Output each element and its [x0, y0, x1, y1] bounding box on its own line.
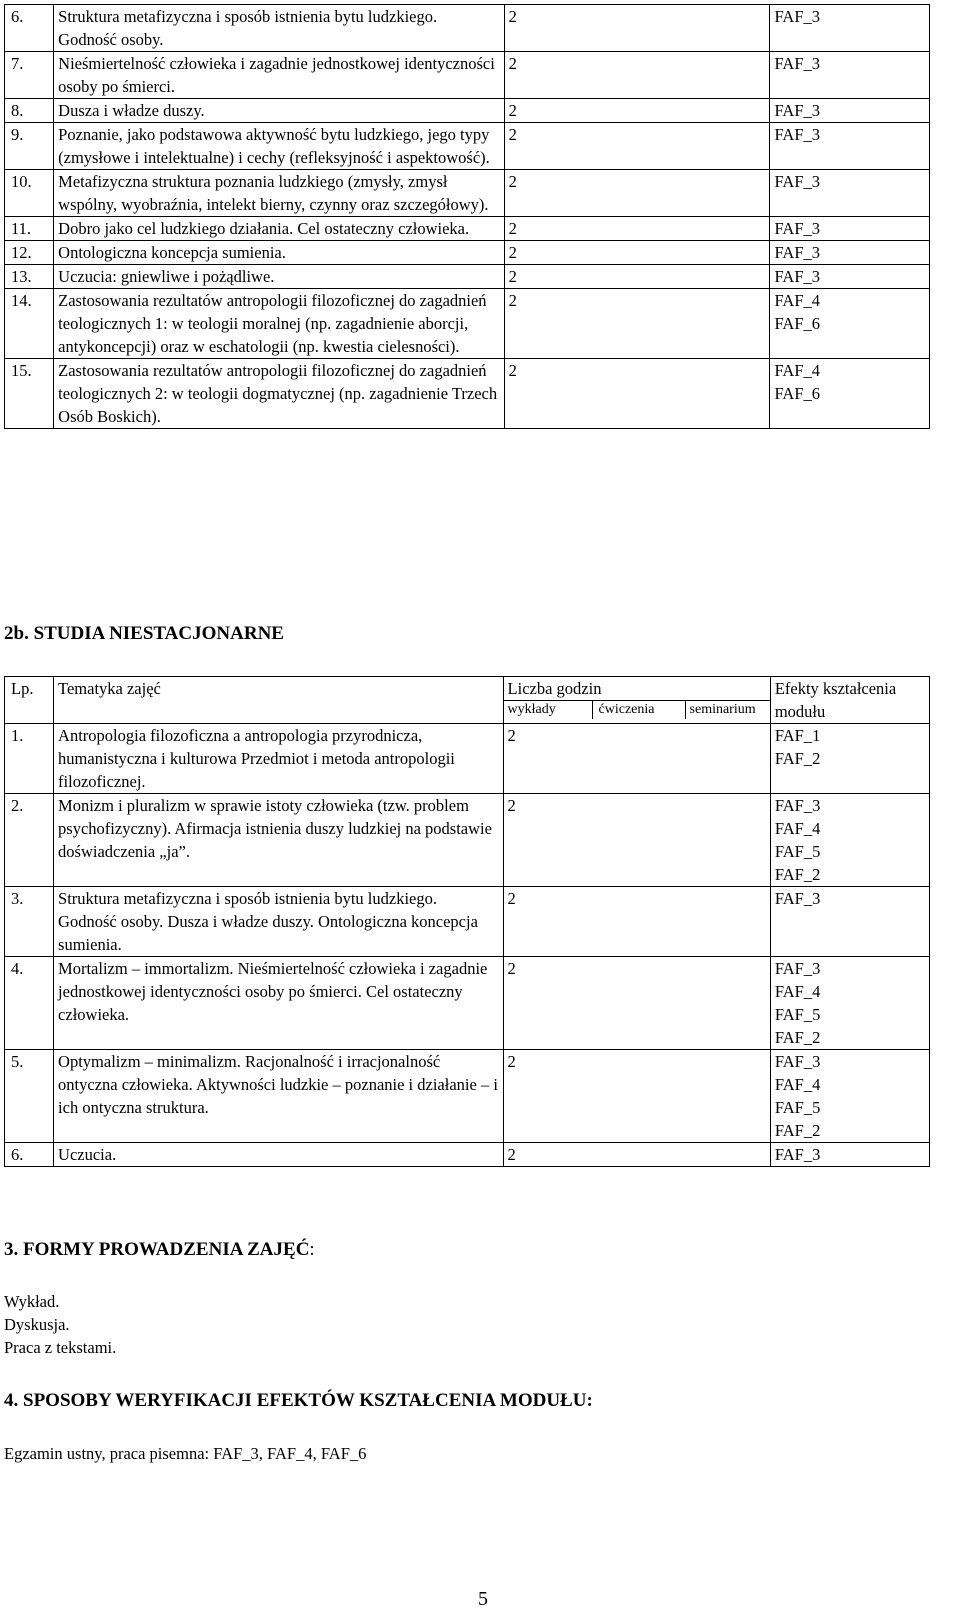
table-row: [5, 359, 930, 429]
row-topic: Zastosowania rezultatów antropologii filozoficznej do zagadnień teologicznych 1: w teologii moralnej (np. zagadnienie aborcji, antykoncepcji) oraz w eschatologii (np. kwestia cielesności).: [54, 289, 504, 359]
row-number: 5.: [5, 1050, 54, 1143]
header-topic: Tematyka zajęć: [54, 677, 503, 724]
effect-code: FAF_3: [774, 796, 821, 815]
row-hours: 2: [504, 123, 770, 170]
header-seminar: seminarium: [689, 702, 756, 717]
row-effects: [770, 5, 930, 52]
row-effects: [770, 1143, 929, 1167]
section-3-title-text: 3. FORMY PROWADZENIA ZAJĘĆ: [4, 1239, 310, 1260]
row-topic: Dobro jako cel ludzkiego działania. Cel ostateczny człowieka.: [54, 217, 504, 241]
row-topic: Metafizyczna struktura poznania ludzkiego (zmysły, zmysł wspólny, wyobraźnia, intelekt bierny, czynny oraz szczegółowy).: [54, 170, 504, 217]
effect-code: FAF_3: [774, 243, 821, 262]
effect-code: FAF_1: [774, 726, 821, 745]
effect-code: FAF_3: [774, 54, 821, 73]
row-topic: Struktura metafizyczna i sposób istnienia bytu ludzkiego. Godność osoby. Dusza i władze duszy. Ontologiczna koncepcja sumienia.: [54, 887, 503, 957]
row-number: 1.: [5, 724, 54, 794]
header-hours-label: Liczba godzin: [504, 677, 770, 701]
row-hours: 2: [503, 724, 770, 794]
section-2b-title: 2b. STUDIA NIESTACJONARNE: [4, 623, 284, 644]
row-hours: 2: [504, 5, 770, 52]
row-number: 14.: [5, 289, 54, 359]
page-number: 5: [478, 1588, 488, 1610]
row-effects: [770, 217, 930, 241]
row-hours: 2: [503, 794, 770, 887]
section-4-title: 4. SPOSOBY WERYFIKACJI EFEKTÓW KSZTAŁCENIA MODUŁU:: [4, 1390, 593, 1411]
row-hours: 2: [504, 170, 770, 217]
row-topic: Zastosowania rezultatów antropologii filozoficznej do zagadnień teologicznych 2: w teologii dogmatycznej (np. zagadnienie Trzech Osób Boskich).: [54, 359, 504, 429]
effect-code: FAF_4: [774, 291, 821, 310]
row-effects: [770, 1050, 929, 1143]
row-effects: [770, 887, 929, 957]
table-row: [5, 794, 930, 887]
effect-code: FAF_6: [774, 384, 821, 403]
row-number: 7.: [5, 52, 54, 99]
section-3-colon: :: [309, 1239, 315, 1260]
row-number: 6.: [5, 1143, 54, 1167]
row-topic: Monizm i pluralizm w sprawie istoty człowieka (tzw. problem psychofizyczny). Afirmacja istnienia duszy ludzkiej na podstawie doświadczenia „ja”.: [54, 794, 503, 887]
row-topic: Dusza i władze duszy.: [54, 99, 504, 123]
effect-code: FAF_2: [774, 749, 821, 768]
effect-code: FAF_3: [774, 7, 821, 26]
row-effects: [770, 241, 930, 265]
effect-code: FAF_3: [774, 889, 821, 908]
effect-code: FAF_4: [774, 982, 821, 1001]
effect-code: FAF_3: [774, 172, 821, 191]
row-topic: Nieśmiertelność człowieka i zagadnie jednostkowej identyczności osoby po śmierci.: [54, 52, 504, 99]
effect-code: FAF_3: [774, 125, 821, 144]
header-hours: [503, 677, 770, 724]
row-number: 13.: [5, 265, 54, 289]
row-hours: 2: [503, 957, 770, 1050]
table-row: [5, 1143, 930, 1167]
row-topic: Struktura metafizyczna i sposób istnienia bytu ludzkiego. Godność osoby.: [54, 5, 504, 52]
header-effects: Efekty kształcenia modułu: [770, 677, 929, 724]
table-row: [5, 5, 930, 52]
table-row: [5, 123, 930, 170]
row-hours: 2: [504, 265, 770, 289]
row-hours: 2: [503, 1143, 770, 1167]
row-number: 4.: [5, 957, 54, 1050]
header-lp: Lp.: [5, 677, 54, 724]
row-hours: 2: [504, 52, 770, 99]
row-hours: 2: [504, 99, 770, 123]
row-effects: [770, 123, 930, 170]
form-item: Wykład.: [4, 1292, 60, 1311]
effect-code: FAF_5: [774, 842, 821, 861]
row-number: 10.: [5, 170, 54, 217]
row-effects: [770, 724, 929, 794]
row-number: 15.: [5, 359, 54, 429]
top-topics-table: [4, 4, 930, 429]
table-row: [5, 1050, 930, 1143]
row-effects: [770, 265, 930, 289]
effect-code: FAF_3: [774, 1052, 821, 1071]
table-row: [5, 170, 930, 217]
effect-code: FAF_3: [774, 267, 821, 286]
row-number: 11.: [5, 217, 54, 241]
row-number: 6.: [5, 5, 54, 52]
effect-code: FAF_5: [774, 1098, 821, 1117]
extramural-topics-table: [4, 676, 930, 1167]
effect-code: FAF_5: [774, 1005, 821, 1024]
row-number: 9.: [5, 123, 54, 170]
row-hours: 2: [504, 217, 770, 241]
table-row: [5, 957, 930, 1050]
table-row: [5, 265, 930, 289]
form-item: Praca z tekstami.: [4, 1338, 117, 1357]
row-number: 12.: [5, 241, 54, 265]
row-topic: Ontologiczna koncepcja sumienia.: [54, 241, 504, 265]
header-hours-sub: [504, 701, 770, 719]
effect-code: FAF_6: [774, 314, 821, 333]
verification-text: Egzamin ustny, praca pisemna: FAF_3, FAF_4, FAF_6: [4, 1444, 367, 1463]
row-hours: 2: [503, 887, 770, 957]
row-effects: [770, 289, 930, 359]
row-effects: [770, 957, 929, 1050]
effect-code: FAF_4: [774, 819, 821, 838]
form-item: Dyskusja.: [4, 1315, 70, 1334]
effect-code: FAF_2: [774, 865, 821, 884]
forms-list: [4, 1290, 116, 1359]
table-row: [5, 289, 930, 359]
section-3-title: [4, 1238, 315, 1261]
effect-code: FAF_3: [774, 959, 821, 978]
row-topic: Uczucia.: [54, 1143, 503, 1167]
effect-code: FAF_2: [774, 1121, 821, 1140]
row-number: 8.: [5, 99, 54, 123]
effect-code: FAF_4: [774, 361, 821, 380]
row-topic: Poznanie, jako podstawowa aktywność bytu ludzkiego, jego typy (zmysłowe i intelektualne) i cechy (refleksyjność i aspektowość).: [54, 123, 504, 170]
row-hours: 2: [504, 359, 770, 429]
table-row: [5, 241, 930, 265]
table-row: [5, 887, 930, 957]
row-topic: Optymalizm – minimalizm. Racjonalność i irracjonalność ontyczna człowieka. Aktywności ludzkie – poznanie i działanie – i ich ontyczna struktura.: [54, 1050, 503, 1143]
table-row: [5, 217, 930, 241]
header-lectures: wykłady: [504, 701, 593, 719]
row-topic: Mortalizm – immortalizm. Nieśmiertelność człowieka i zagadnie jednostkowej identyczności osoby po śmierci. Cel ostateczny człowieka.: [54, 957, 503, 1050]
header-exercises: ćwiczenia: [593, 701, 686, 719]
table-row: [5, 724, 930, 794]
row-hours: 2: [504, 289, 770, 359]
effect-code: FAF_2: [774, 1028, 821, 1047]
row-hours: 2: [504, 241, 770, 265]
row-effects: [770, 794, 929, 887]
row-effects: [770, 170, 930, 217]
row-number: 3.: [5, 887, 54, 957]
row-effects: [770, 359, 930, 429]
row-topic: Uczucia: gniewliwe i pożądliwe.: [54, 265, 504, 289]
table-header-row: [5, 677, 930, 724]
effect-code: FAF_3: [774, 101, 821, 120]
row-hours: 2: [503, 1050, 770, 1143]
row-effects: [770, 52, 930, 99]
row-effects: [770, 99, 930, 123]
table-row: [5, 99, 930, 123]
table-row: [5, 52, 930, 99]
row-number: 2.: [5, 794, 54, 887]
effect-code: FAF_3: [774, 219, 821, 238]
effect-code: FAF_3: [774, 1145, 821, 1164]
row-topic: Antropologia filozoficzna a antropologia przyrodnicza, humanistyczna i kulturowa Przedmiot i metoda antropologii filozoficznej.: [54, 724, 503, 794]
effect-code: FAF_4: [774, 1075, 821, 1094]
